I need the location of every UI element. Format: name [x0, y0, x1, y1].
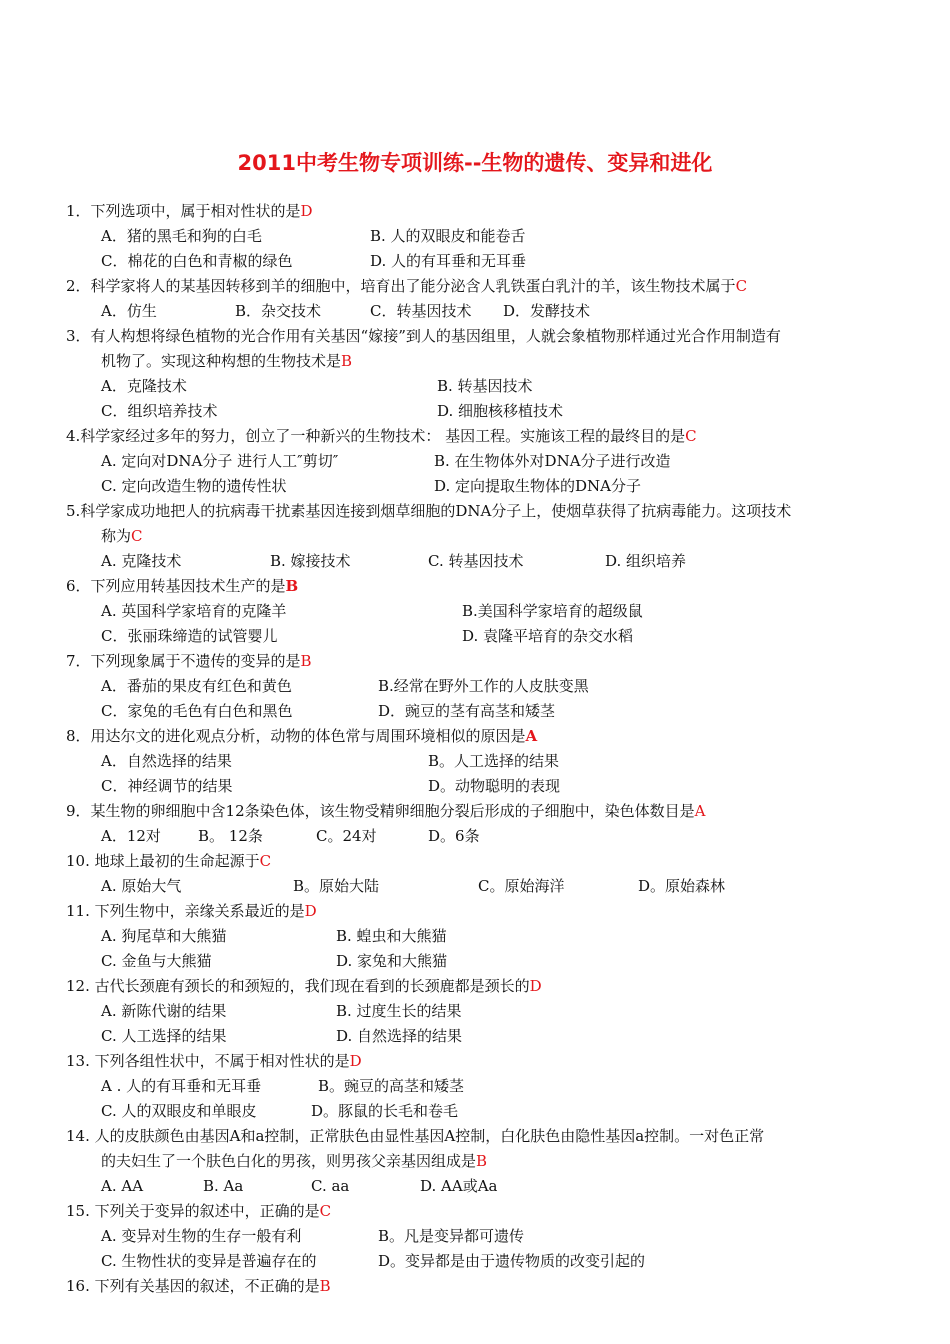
option: A. 原始大气	[101, 877, 182, 895]
question-stem: 1．下列选项中，属于相对性状的是	[66, 202, 301, 220]
option: B. Aa	[203, 1177, 244, 1195]
option: B.经常在野外工作的人皮肤变黑	[378, 677, 589, 695]
option: A．番茄的果皮有红色和黄色	[101, 677, 292, 695]
question-stem: 13. 下列各组性状中，不属于相对性状的是	[66, 1052, 350, 1070]
question-5: 5.科学家成功地把人的抗病毒干扰素基因连接到烟草细胞的DNA分子上，使烟草获得了抗病毒能力。这项技术	[66, 502, 792, 520]
question-15	[66, 1201, 331, 1221]
option: B. 蝗虫和大熊猫	[336, 927, 447, 945]
option: C. 生物性状的变异是普遍存在的	[101, 1252, 317, 1270]
answer-key: D	[304, 902, 317, 920]
option: B. 转基因技术	[437, 377, 533, 395]
answer-key: B	[341, 352, 353, 370]
option: B. 人的双眼皮和能卷舌	[370, 227, 526, 245]
document-title: 2011中考生物专项训练--生物的遗传、变异和进化	[237, 151, 713, 175]
option: D. 定向提取生物体的DNA分子	[434, 477, 642, 495]
question-stem: 机物了。实现这种构想的生物技术是	[101, 352, 342, 370]
option: C. 人工选择的结果	[101, 1027, 227, 1045]
answer-key: B	[300, 652, 312, 670]
option: C。24对	[316, 827, 377, 845]
question-stem: 2．科学家将人的某基因转移到羊的细胞中，培育出了能分泌含人乳铁蛋白乳汁的羊，该生物技术属于	[66, 277, 736, 295]
option: C. 人的双眼皮和单眼皮	[101, 1102, 257, 1120]
option: A．克隆技术	[101, 377, 187, 395]
option: C．转基因技术	[370, 302, 472, 320]
answer-key: D	[529, 977, 542, 995]
option: A. 变异对生物的生存一般有利	[101, 1227, 302, 1245]
question-6	[66, 576, 298, 596]
option: B。凡是变异都可遗传	[378, 1227, 525, 1245]
option: B. 过度生长的结果	[336, 1002, 462, 1020]
question-stem: 4.科学家经过多年的努力，创立了一种新兴的生物技术： 基因工程。实施该工程的最终目的是	[66, 427, 686, 445]
option: D．豌豆的茎有高茎和矮茎	[378, 702, 556, 720]
option: C．张丽珠缔造的试管婴儿	[101, 627, 278, 645]
question-14-continued	[101, 1151, 487, 1171]
option: A. 狗尾草和大熊猫	[101, 927, 227, 945]
answer-key: C	[685, 427, 697, 445]
question-1	[66, 201, 313, 221]
question-12	[66, 976, 542, 996]
question-stem: 7．下列现象属于不遗传的变异的是	[66, 652, 301, 670]
answer-key: B	[319, 1277, 331, 1295]
question-stem: 15. 下列关于变异的叙述中，正确的是	[66, 1202, 320, 1220]
option: A．猪的黑毛和狗的白毛	[101, 227, 262, 245]
question-stem: 称为	[101, 527, 132, 545]
option: A. 新陈代谢的结果	[101, 1002, 227, 1020]
answer-key: D	[349, 1052, 362, 1070]
answer-key: C	[131, 527, 143, 545]
question-16	[66, 1276, 331, 1296]
question-stem: 16. 下列有关基因的叙述，不正确的是	[66, 1277, 320, 1295]
question-stem: 6．下列应用转基因技术生产的是	[66, 577, 286, 595]
option: B。 12条	[198, 827, 263, 845]
question-3-continued	[101, 351, 352, 371]
option: B。豌豆的高茎和矮茎	[318, 1077, 465, 1095]
option: A. 英国科学家培育的克隆羊	[101, 602, 287, 620]
answer-key: C	[259, 852, 272, 870]
question-14: 14. 人的皮肤颜色由基因A和a控制，正常肤色由显性基因A控制，白化肤色由隐性基因a控制。一对色正常	[66, 1127, 765, 1145]
answer-key: B	[476, 1152, 488, 1170]
option: B。人工选择的结果	[428, 752, 560, 770]
option: D. 自然选择的结果	[336, 1027, 463, 1045]
option: B．杂交技术	[235, 302, 322, 320]
option: D. 组织培养	[605, 552, 687, 570]
answer-key: A	[525, 727, 538, 745]
option: A．12对	[101, 827, 161, 845]
option: D。动物聪明的表现	[428, 777, 561, 795]
option: D. 袁隆平培育的杂交水稻	[462, 627, 634, 645]
option: B。原始大陆	[293, 877, 380, 895]
question-7	[66, 651, 312, 671]
option: D。变异都是由于遗传物质的改变引起的	[378, 1252, 646, 1270]
option: C．神经调节的结果	[101, 777, 233, 795]
option: C．棉花的白色和青椒的绿色	[101, 252, 293, 270]
question-5-continued	[101, 526, 143, 546]
option: C．家兔的毛色有白色和黑色	[101, 702, 293, 720]
option: A. 定向对DNA分子 进行人工″剪切″	[101, 452, 339, 470]
question-stem: 8．用达尔文的进化观点分析，动物的体色常与周围环境相似的原因是	[66, 727, 526, 745]
question-8	[66, 726, 537, 746]
option: A．自然选择的结果	[101, 752, 232, 770]
option: A . 人的有耳垂和无耳垂	[101, 1077, 262, 1095]
question-2	[66, 276, 747, 296]
option: D. 细胞核移植技术	[437, 402, 564, 420]
option: C. aa	[311, 1177, 350, 1195]
option: C．组织培养技术	[101, 402, 218, 420]
option: D．发酵技术	[503, 302, 591, 320]
question-13	[66, 1051, 362, 1071]
option: C. 金鱼与大熊猫	[101, 952, 212, 970]
option: C。原始海洋	[478, 877, 565, 895]
question-3: 3．有人构想将绿色植物的光合作用有关基因“嫁接”到人的基因组里，人就会象植物那样通过光合作用制造有	[66, 327, 781, 345]
question-4	[66, 426, 697, 446]
answer-key: B	[285, 577, 299, 595]
option: B. 嫁接技术	[270, 552, 351, 570]
question-stem: 12. 古代长颈鹿有颈长的和颈短的，我们现在看到的长颈鹿都是颈长的	[66, 977, 530, 995]
question-stem: 9．某生物的卵细胞中含12条染色体，该生物受精卵细胞分裂后形成的子细胞中，染色体数目是	[66, 802, 695, 820]
option: C. 转基因技术	[428, 552, 524, 570]
question-11	[66, 901, 317, 921]
option: D. 家兔和大熊猫	[336, 952, 448, 970]
answer-key: C	[735, 277, 748, 295]
question-stem: 10. 地球上最初的生命起源于	[66, 852, 260, 870]
option: D. 人的有耳垂和无耳垂	[370, 252, 527, 270]
option: D。6条	[428, 827, 480, 845]
option: A. AA	[101, 1177, 144, 1195]
option: D。豚鼠的长毛和卷毛	[311, 1102, 459, 1120]
question-9	[66, 801, 705, 821]
option: D. AA或Aa	[420, 1177, 498, 1195]
question-10	[66, 851, 271, 871]
question-stem: 的夫妇生了一个肤色白化的男孩，则男孩父亲基因组成是	[101, 1152, 477, 1170]
answer-key: A	[694, 802, 706, 820]
option: B. 在生物体外对DNA分子进行改造	[434, 452, 671, 470]
option: D。原始森林	[638, 877, 726, 895]
option: A．仿生	[101, 302, 157, 320]
answer-key: C	[319, 1202, 332, 1220]
option: C. 定向改造生物的遗传性状	[101, 477, 287, 495]
option: B.美国科学家培育的超级鼠	[462, 602, 643, 620]
option: A. 克隆技术	[101, 552, 182, 570]
answer-key: D	[300, 202, 313, 220]
question-stem: 11. 下列生物中，亲缘关系最近的是	[66, 902, 305, 920]
